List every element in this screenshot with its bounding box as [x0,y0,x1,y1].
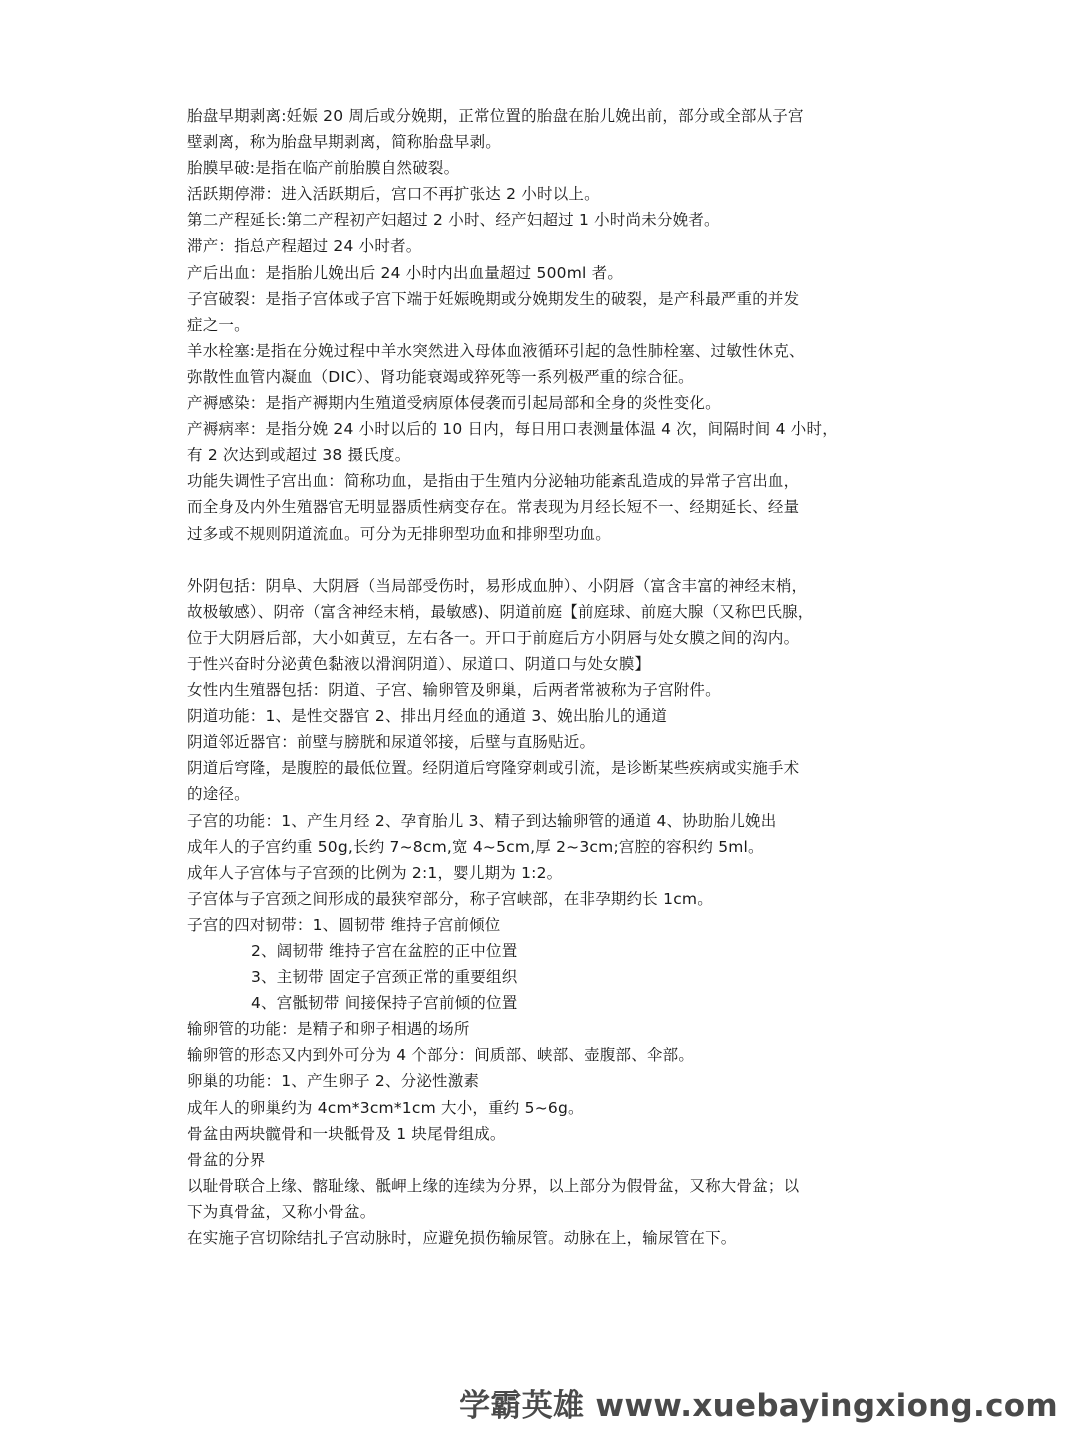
document-body [187,103,907,1251]
text-line: 子宫破裂：是指子宫体或子宫下端于妊娠晚期或分娩期发生的破裂，是产科最严重的并发 [187,289,800,308]
text-line: 输卵管的形态又内到外可分为 4 个部分：间质部、峡部、壶腹部、伞部。 [187,1046,695,1065]
text-line: 活跃期停滞：进入活跃期后，宫口不再扩张达 2 小时以上。 [187,185,600,204]
text-line: 3、主韧带 固定子宫颈正常的重要组织 [251,968,518,987]
text-line: 而全身及内外生殖器官无明显器质性病变存在。常表现为月经长短不一、经期延长、经量 [187,498,800,517]
text-line: 有 2 次达到或超过 38 摄氏度。 [187,446,411,465]
text-line: 产褥感染：是指产褥期内生殖道受病原体侵袭而引起局部和全身的炎性变化。 [187,394,721,413]
site-watermark: 学霸英雄 www.xuebayingxiong.com [459,1388,1058,1424]
text-line: 输卵管的功能：是精子和卵子相遇的场所 [187,1020,470,1039]
text-line: 位于大阴唇后部，大小如黄豆，左右各一。开口于前庭后方小阴唇与处女膜之间的沟内。 [187,628,800,647]
blank-line [187,547,907,573]
text-line: 阴道功能：1、是性交器官 2、排出月经血的通道 3、娩出胎儿的通道 [187,707,668,726]
text-line: 骨盆由两块髋骨和一块骶骨及 1 块尾骨组成。 [187,1124,506,1143]
text-line: 产褥病率：是指分娩 24 小时以后的 10 日内，每日用口表测量体温 4 次，间隔时间 4 小时， [187,420,838,439]
text-line: 子宫体与子宫颈之间形成的最狭窄部分，称子宫峡部，在非孕期约长 1cm。 [187,889,713,908]
text-line: 滞产：指总产程超过 24 小时者。 [187,237,422,256]
text-line: 症之一。 [187,315,250,334]
text-line: 成年人子宫体与子宫颈的比例为 2:1，婴儿期为 1:2。 [187,863,563,882]
text-line: 第二产程延长:第二产程初产妇超过 2 小时、经产妇超过 1 小时尚未分娩者。 [187,211,720,230]
text-line: 胎膜早破:是指在临产前胎膜自然破裂。 [187,159,460,178]
text-line: 成年人的卵巢约为 4cm*3cm*1cm 大小，重约 5~6g。 [187,1098,584,1117]
text-line: 的途径。 [187,785,250,804]
text-line: 阴道邻近器官：前壁与膀胱和尿道邻接，后壁与直肠贴近。 [187,733,596,752]
text-line: 功能失调性子宫出血：简称功血，是指由于生殖内分泌轴功能紊乱造成的异常子宫出血， [187,472,800,491]
text-line: 4、宫骶韧带 间接保持子宫前倾的位置 [251,994,518,1013]
text-line: 胎盘早期剥离:妊娠 20 周后或分娩期，正常位置的胎盘在胎儿娩出前，部分或全部从子宫 [187,107,804,125]
text-line: 骨盆的分界 [187,1150,266,1169]
text-line: 子宫的四对韧带：1、圆韧带 维持子宫前倾位 [187,915,501,934]
text-line: 阴道后穹隆，是腹腔的最低位置。经阴道后穹隆穿刺或引流，是诊断某些疾病或实施手术 [187,759,800,778]
text-line: 成年人的子宫约重 50g,长约 7~8cm,宽 4~5cm,厚 2~3cm;宫腔的容积约 5ml。 [187,837,764,856]
text-line: 女性内生殖器包括：阴道、子宫、输卵管及卵巢，后两者常被称为子宫附件。 [187,681,721,700]
text-line: 于性兴奋时分泌黄色黏液以滑润阴道）、尿道口、阴道口与处女膜】 [187,654,651,673]
text-line: 子宫的功能：1、产生月经 2、孕育胎儿 3、精子到达输卵管的通道 4、协助胎儿娩出 [187,811,777,830]
text-line: 过多或不规则阴道流血。可分为无排卵型功血和排卵型功血。 [187,524,611,543]
text-line: 故极敏感）、阴帝（富含神经末梢，最敏感)、阴道前庭【前庭球、前庭大腺（又称巴氏腺， [187,602,814,621]
text-line: 羊水栓塞:是指在分娩过程中羊水突然进入母体血液循环引起的急性肺栓塞、过敏性休克、 [187,341,805,360]
text-line: 产后出血：是指胎儿娩出后 24 小时内出血量超过 500ml 者。 [187,263,624,282]
text-line: 卵巢的功能：1、产生卵子 2、分泌性激素 [187,1072,480,1091]
text-line: 外阴包括：阴阜、大阴唇（当局部受伤时，易形成血肿）、小阴唇（富含丰富的神经末梢， [187,576,808,595]
text-line: 下为真骨盆，又称小骨盆。 [187,1202,376,1221]
text-line: 在实施子宫切除结扎子宫动脉时，应避免损伤输尿管。动脉在上，输尿管在下。 [187,1229,737,1248]
text-line: 以耻骨联合上缘、髂耻缘、骶岬上缘的连续为分界，以上部分为假骨盆，又称大骨盆；以 [187,1176,800,1195]
text-line: 壁剥离，称为胎盘早期剥离，简称胎盘早剥。 [187,133,502,152]
text-line: 弥散性血管内凝血（DIC）、肾功能衰竭或猝死等一系列极严重的综合征。 [187,367,694,386]
text-line: 2、阔韧带 维持子宫在盆腔的正中位置 [251,942,518,960]
